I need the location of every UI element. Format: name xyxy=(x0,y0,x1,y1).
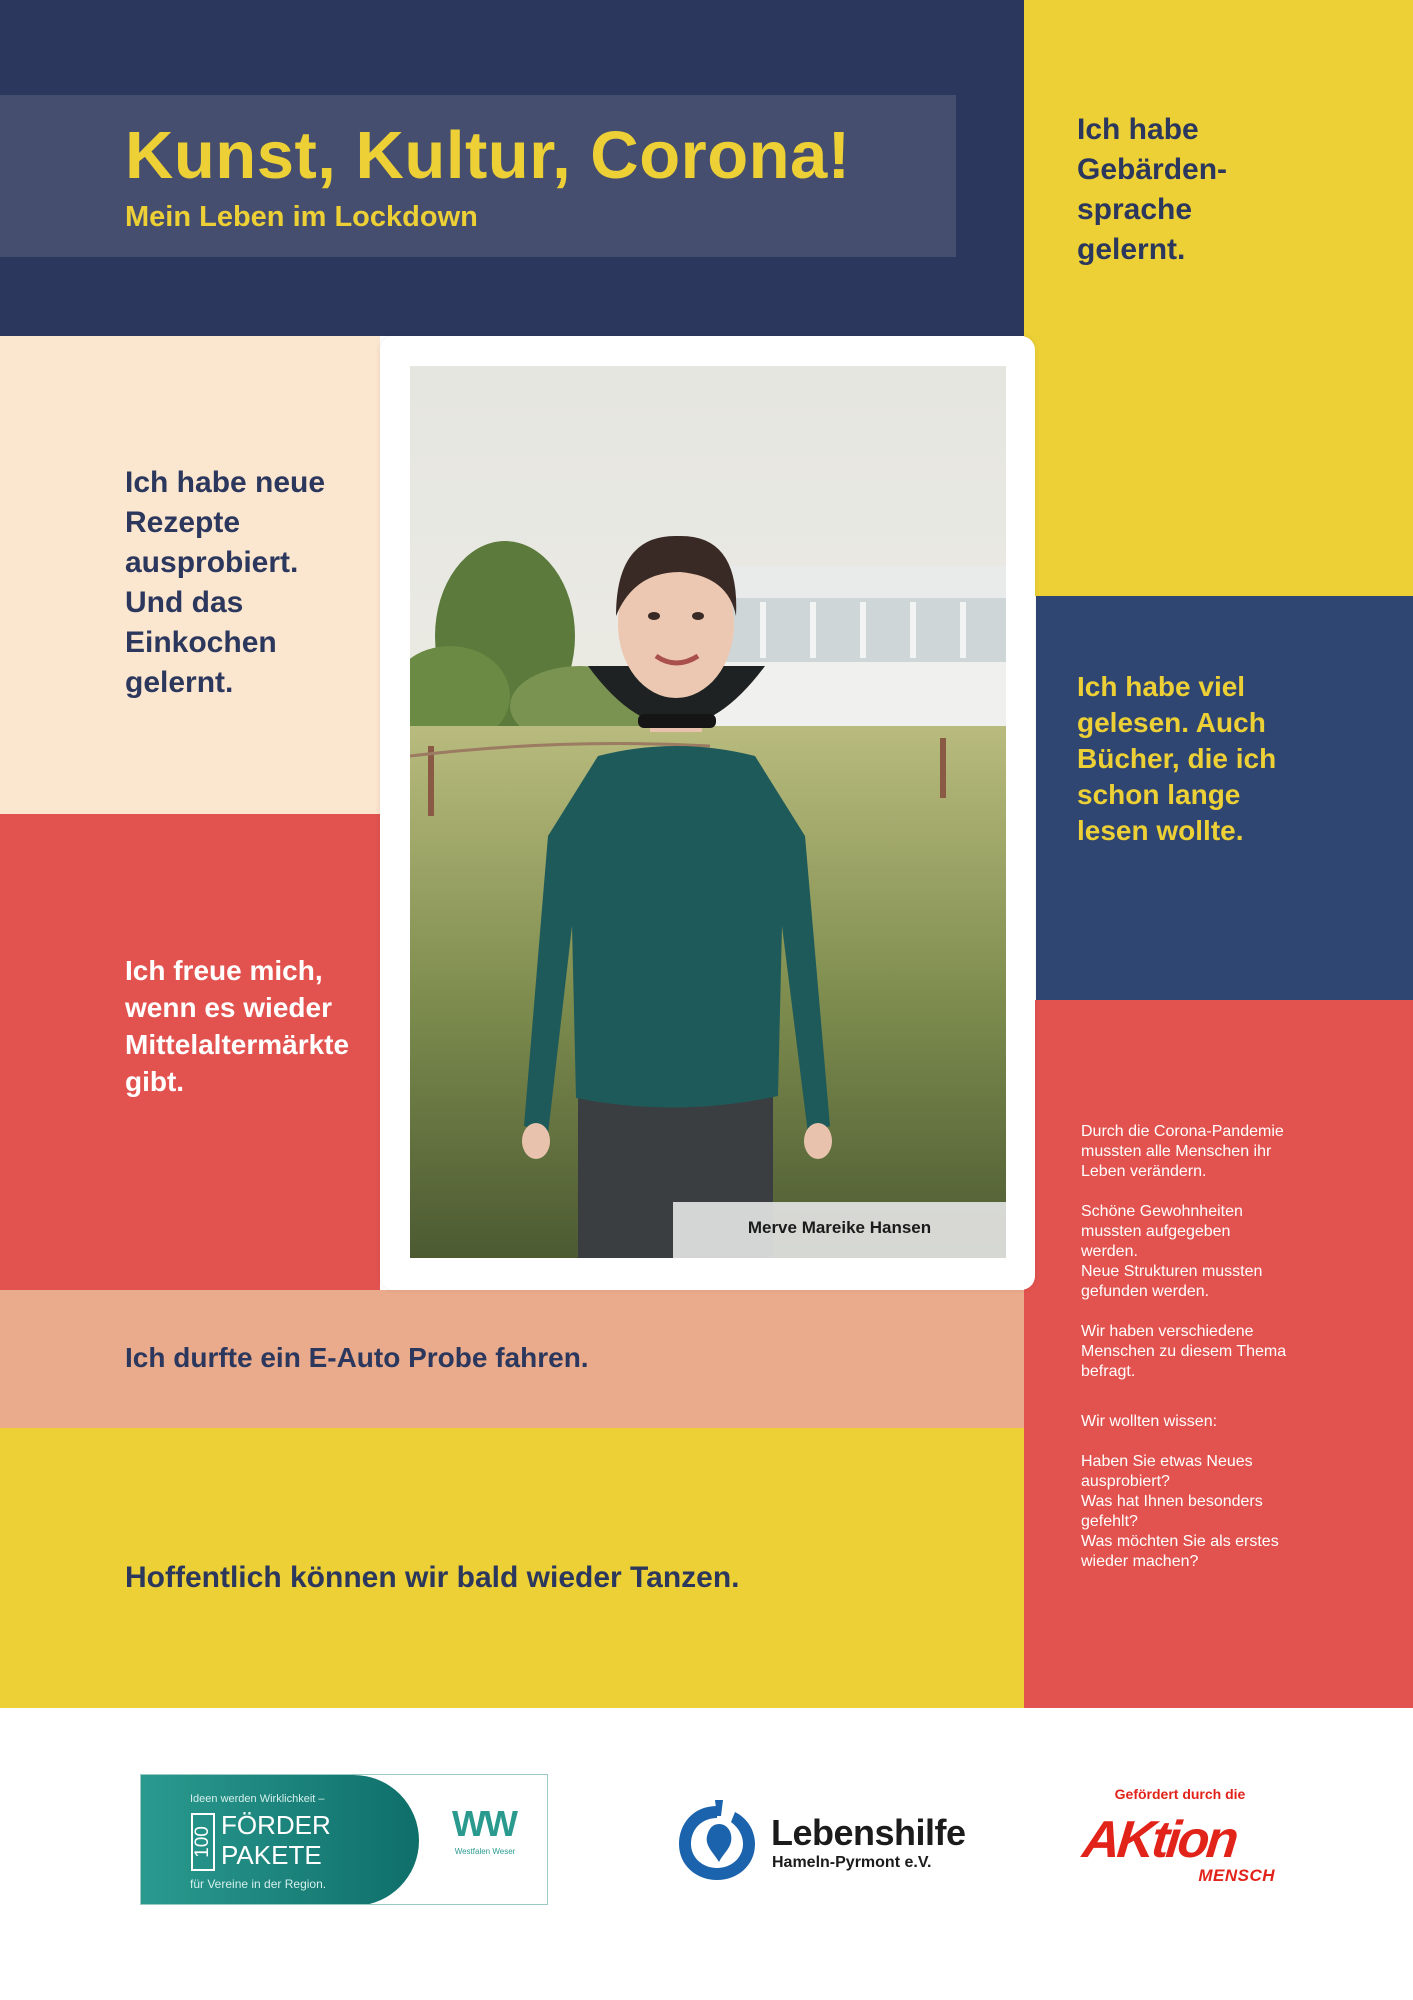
info-paragraph: Durch die Corona-Pandemie mussten alle Menschen ihr Leben verändern. xyxy=(1081,1123,1284,1180)
quote-e-car: Ich durfte ein E-Auto Probe fahren. xyxy=(125,1342,589,1373)
info-paragraph: Wir haben verschiedene Menschen zu diesem Thema befragt. xyxy=(1081,1323,1287,1380)
quote-sign-language: Ich habe Gebärden- sprache gelernt. xyxy=(1077,113,1228,266)
logo-number-box xyxy=(191,1813,215,1871)
westfalen-weser-label: Westfalen Weser xyxy=(454,1847,516,1856)
quote-block-sign-language xyxy=(1024,0,1413,596)
title-band xyxy=(0,95,956,257)
quote-reading: Ich habe viel gelesen. Auch Bücher, die ich schon lange lesen wollte. xyxy=(1077,671,1277,846)
westfalen-weser-logo: WW xyxy=(452,1803,516,1844)
lebenshilfe-logo xyxy=(675,1798,975,1882)
lebenshilfe-place: Hameln-Pyrmont e.V. xyxy=(772,1854,932,1871)
logo-bottom-text: für Vereine in der Region. xyxy=(190,1877,327,1891)
aktion-mensch-tagline: Gefördert durch die xyxy=(1114,1786,1246,1802)
quote-dancing: Hoffentlich können wir bald wieder Tanzen. xyxy=(125,1561,740,1594)
info-paragraph: Schöne Gewohnheiten mussten aufgegeben werden. Neue Strukturen mussten gefunden werden. xyxy=(1081,1203,1263,1300)
photo-caption: Merve Mareike Hansen xyxy=(747,1218,932,1237)
aktion-mensch-sub: MENSCH xyxy=(1198,1866,1275,1885)
page-subtitle: Mein Leben im Lockdown xyxy=(125,201,478,233)
page-title: Kunst, Kultur, Corona! xyxy=(125,118,851,193)
aktion-mensch-logo xyxy=(1075,1782,1285,1892)
logo-number: 100 xyxy=(192,1826,214,1858)
lebenshilfe-name: Lebenshilfe xyxy=(771,1812,966,1853)
quote-recipes: Ich habe neue Rezepte ausprobiert. Und das Einkochen gelernt. xyxy=(125,466,326,699)
aktion-mensch-wordmark: AKtion xyxy=(1079,1811,1239,1869)
portrait-photo xyxy=(410,366,1006,1258)
logo-word-pakete: PAKETE xyxy=(221,1840,322,1870)
quote-markets: Ich freue mich, wenn es wieder Mittelaltermärkte gibt. xyxy=(125,955,350,1097)
photo-frame xyxy=(380,336,1035,1290)
foerderpakete-logo xyxy=(140,1774,548,1905)
info-paragraph: Wir wollten wissen: xyxy=(1081,1413,1218,1430)
info-text xyxy=(1081,1122,1381,1572)
logo-tagline: Ideen werden Wirklichkeit – xyxy=(190,1793,325,1805)
photo-caption-box xyxy=(673,1202,1006,1258)
lebenshilfe-mark-icon xyxy=(675,1800,759,1882)
logo-word-foerder: FÖRDER xyxy=(221,1810,331,1840)
info-paragraph: Haben Sie etwas Neues ausprobiert? Was hat Ihnen besonders gefehlt? Was möchten Sie als erstes wieder machen? xyxy=(1081,1453,1279,1570)
